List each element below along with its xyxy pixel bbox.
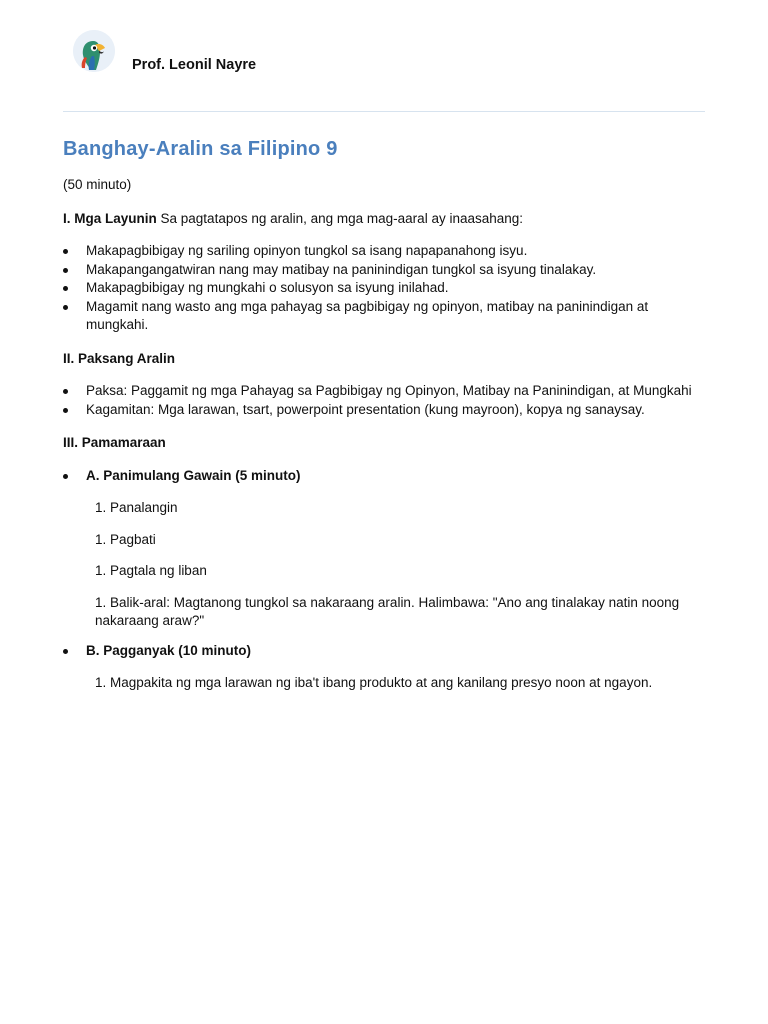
objectives-list (63, 242, 705, 335)
step-item: 1. Pagtala ng liban (95, 563, 207, 578)
topic-list (63, 382, 705, 419)
section-intro: Sa pagtatapos ng aralin, ang mga mag-aaral ay inaasahang: (156, 210, 524, 226)
document-title: Banghay-Aralin sa Filipino 9 (63, 138, 338, 160)
list-item: Magamit nang wasto ang mga pahayag sa pagbibigay ng opinyon, matibay na paninindigan at mungkahi. (63, 298, 705, 335)
author-header (63, 0, 705, 112)
avatar[interactable] (73, 30, 115, 72)
subsection-b-heading: B. Pagganyak (10 minuto) (63, 642, 705, 661)
list-item: Paksa: Paggamit ng mga Pahayag sa Pagbibigay ng Opinyon, Matibay na Paninindigan, at Mungkahi (63, 382, 705, 401)
step-item: 1. Pagbati (95, 531, 156, 547)
section-label: I. Mga Layunin (63, 210, 157, 226)
author-name[interactable]: Prof. Leonil Nayre (132, 57, 257, 73)
section-procedure-heading (63, 434, 705, 453)
list-item: Makapagbibigay ng mungkahi o solusyon sa isyung inilahad. (63, 279, 705, 298)
procedure-list (63, 467, 705, 486)
duration-text: (50 minuto) (63, 177, 132, 192)
section-objectives-heading (63, 210, 705, 229)
step-item: 1. Panalangin (95, 500, 178, 515)
list-item: Makapangangatwiran nang may matibay na paninindigan tungkol sa isyung tinalakay. (63, 261, 705, 280)
list-item: Makapagbibigay ng sariling opinyon tungkol sa isang napapanahong isyu. (63, 242, 705, 261)
section-label: II. Paksang Aralin (63, 350, 176, 366)
document-page (63, 0, 705, 693)
parrot-icon (73, 30, 115, 72)
list-item: Kagamitan: Mga larawan, tsart, powerpoint presentation (kung mayroon), kopya ng sanaysay. (63, 401, 705, 420)
step-item: 1. Magpakita ng mga larawan ng iba't ibang produkto at ang kanilang presyo noon at ngayon. (95, 675, 653, 690)
procedure-list-b (63, 642, 705, 661)
step-item: 1. Balik-aral: Magtanong tungkol sa nakaraang aralin. Halimbawa: "Ano ang tinalakay natin noong nakaraang araw?" (95, 594, 680, 628)
subsection-a-heading: A. Panimulang Gawain (5 minuto) (63, 467, 705, 486)
section-label: III. Pamamaraan (63, 435, 166, 450)
section-topic-heading (63, 350, 705, 369)
